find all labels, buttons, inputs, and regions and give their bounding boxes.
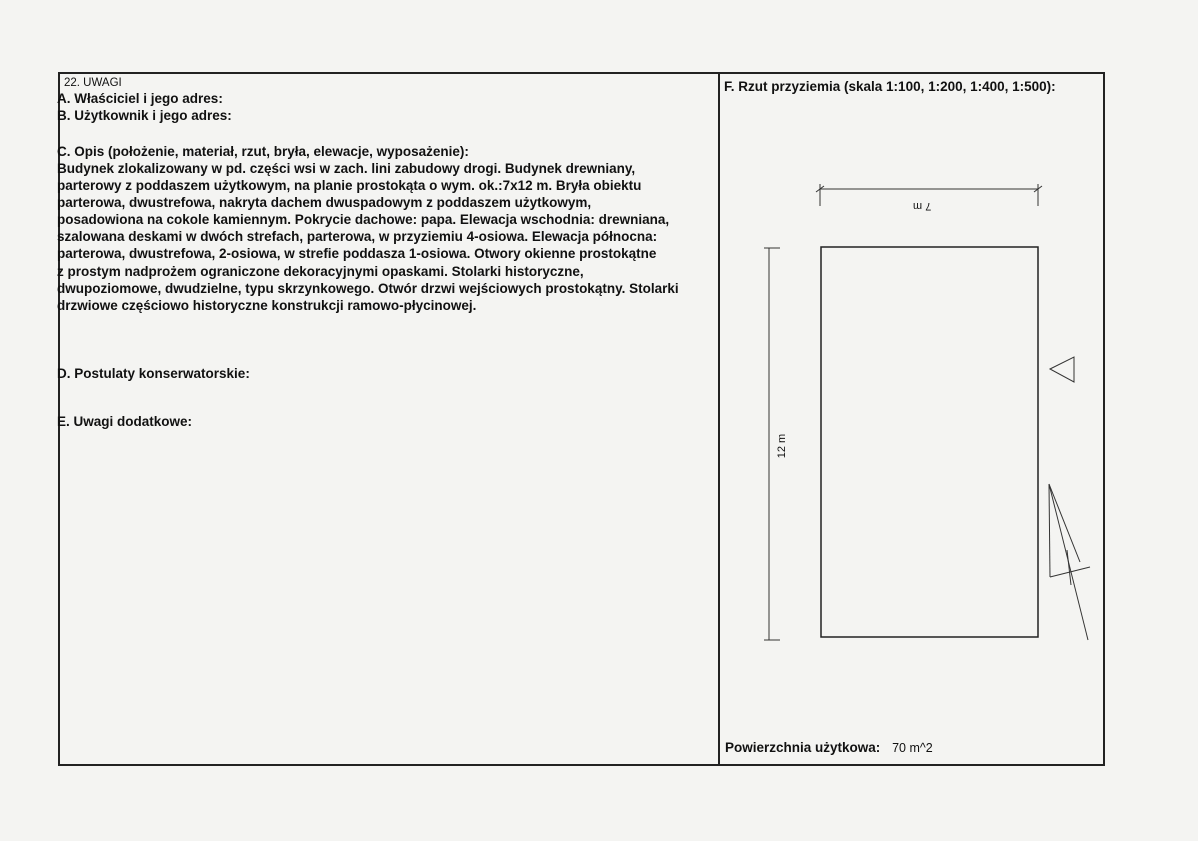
user-label: B. Użytkownik i jego adres: (57, 108, 232, 123)
building-outline (821, 247, 1038, 637)
north-arrow-icon (1049, 484, 1090, 640)
floor-plan-title: F. Rzut przyziemia (skala 1:100, 1:200, 1:400, 1:500): (724, 79, 1056, 94)
description-line: posadowiona na cokole kamiennym. Pokrycie dachowe: papa. Elewacja wschodnia: drewniana, (57, 212, 670, 228)
description-line: z prostym nadprożem ograniczone dekoracyjnymi opaskami. Stolarki historyczne, (57, 263, 584, 279)
usable-area (725, 740, 933, 755)
entrance-marker-icon (1050, 357, 1074, 382)
postulates-label: D. Postulaty konserwatorskie: (57, 365, 250, 381)
usable-area-label: Powierzchnia użytkowa: (725, 740, 881, 755)
owner-label: A. Właściciel i jego adres: (57, 91, 223, 106)
section-number: 22. UWAGI (64, 77, 122, 89)
description-text (57, 160, 720, 314)
description-line: Budynek zlokalizowany w pd. części wsi w zach. lini zabudowy drogi. Budynek drewniany, (57, 161, 636, 176)
description-line: parterowa, dwustrefowa, nakryta dachem dwuspadowym z poddaszem użytkowym, (57, 195, 592, 211)
usable-area-value: 70 m^2 (892, 741, 933, 755)
remarks-section (57, 76, 720, 430)
description-line: dwupoziomowe, dwudzielne, typu skrzynkowego. Otwór drzwi wejściowych prostokątny. Stolarki (57, 280, 679, 296)
description-label: C. Opis (położenie, materiał, rzut, bryła, elewacje, wyposażenie): (57, 144, 469, 159)
width-dimension-label: 7 m (913, 200, 932, 212)
floor-plan-drawing (740, 170, 1100, 660)
description-line: parterowa, dwustrefowa, 2-osiowa, w strefie poddasza 1-osiowa. Otwory okienne prostokątne (57, 246, 657, 262)
description-line: szalowana deskami w dwóch strefach, parterowa, w przyziemiu 4-osiowa. Elewacja północna: (57, 229, 658, 245)
description-line: drzwiowe częściowo historyczne konstrukcji ramowo-płycinowej. (57, 297, 477, 313)
length-dimension-label: 12 m (776, 433, 789, 459)
description-line: parterowy z poddaszem użytkowym, na planie prostokąta o wym. ok.:7x12 m. Bryła obiektu (57, 178, 642, 194)
additional-remarks-label: E. Uwagi dodatkowe: (57, 413, 193, 429)
